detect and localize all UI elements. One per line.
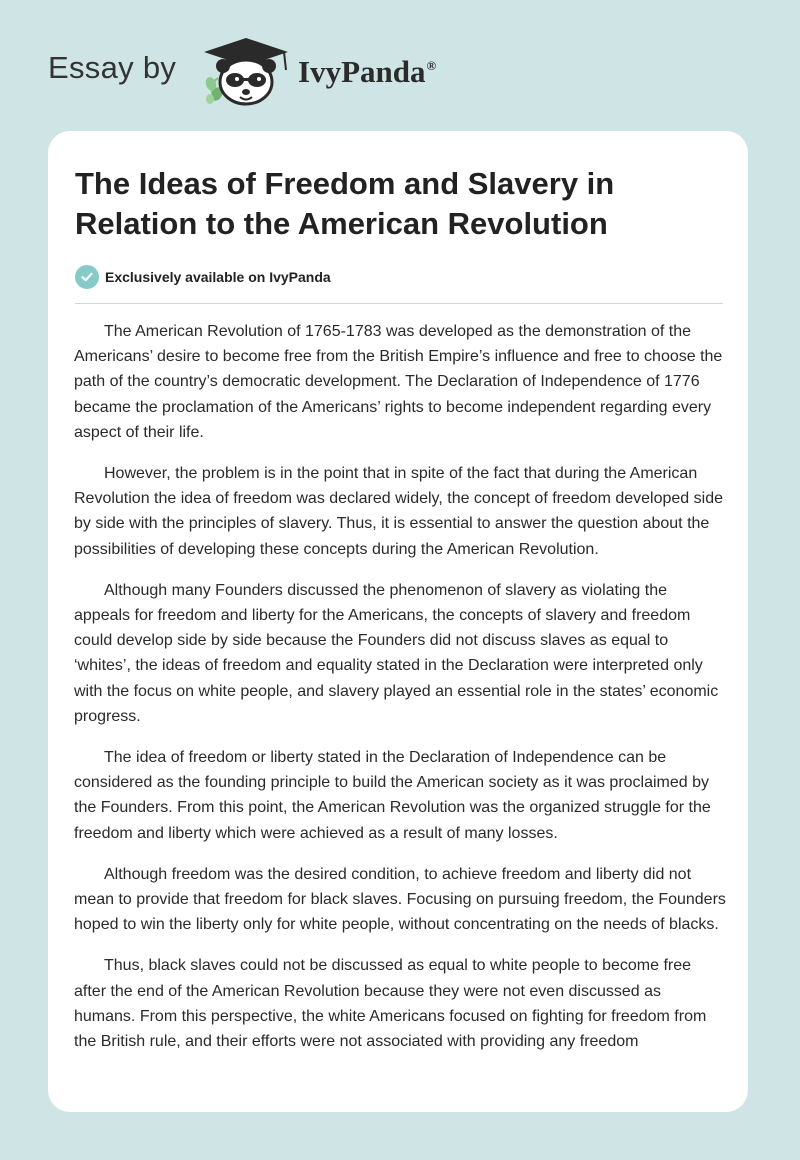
paragraph: Although many Founders discussed the phenomenon of slavery as violating the appeals for freedom and liberty for the Americans, the concepts of slavery and freedom could develop side by side because the Founders did not discuss slaves as equal to ‘whites’, the ideas of freedom and equality stated in the Declaration were interpreted only with the focus on white people, and slavery played an essential role in the states’ economic progress.: [74, 581, 719, 725]
site-header: [0, 0, 800, 130]
essay-body: [74, 319, 726, 1070]
ivypanda-logo-icon[interactable]: [200, 36, 292, 108]
exclusive-badge: [75, 264, 331, 290]
paragraph: The American Revolution of 1765-1783 was developed as the demonstration of the Americans’ desire to become free from the British Empire’s influence and free to choose the path of the country’s democratic development. The Declaration of Independence of 1776 became the proclamation of the Americans’ rights to become independent regarding every aspect of their life.: [74, 323, 723, 441]
badge-label: Exclusively available on IvyPanda: [105, 269, 331, 285]
paragraph: Although freedom was the desired condition, to achieve freedom and liberty did not mean to provide that freedom for black slaves. Focusing on pursuing freedom, the Founders hoped to win the liberty only for white people, without concentrating on the needs of blacks.: [74, 865, 726, 934]
paragraph: The idea of freedom or liberty stated in the Declaration of Independence can be considered as the founding principle to build the American society as it was proclaimed by the Founders. From this point, the American Revolution was the organized struggle for the freedom and liberty which were achieved as a result of many losses.: [74, 749, 711, 842]
essay-card: [48, 131, 748, 1112]
registered-mark: ®: [426, 58, 437, 73]
paragraph: However, the problem is in the point that in spite of the fact that during the American Revolution the idea of freedom was declared widely, the concept of freedom developed side by side with the principles of slavery. Thus, it is essential to answer the question about the possibilities of developing these concepts during the American Revolution.: [74, 465, 723, 558]
divider: [75, 303, 723, 304]
paragraph: Thus, black slaves could not be discussed as equal to white people to become free after the end of the American Revolution because they were not even discussed as humans. From this perspective, the white Americans focused on fighting for freedom from the British rule, and their efforts were not associated with providing any freedom: [74, 957, 707, 1051]
essay-by-label: Essay by: [48, 50, 177, 85]
check-icon: [75, 265, 99, 289]
page-title: The Ideas of Freedom and Slavery in Relation to the American Revolution: [75, 166, 615, 241]
brand-name[interactable]: IvyPanda®: [298, 54, 437, 89]
